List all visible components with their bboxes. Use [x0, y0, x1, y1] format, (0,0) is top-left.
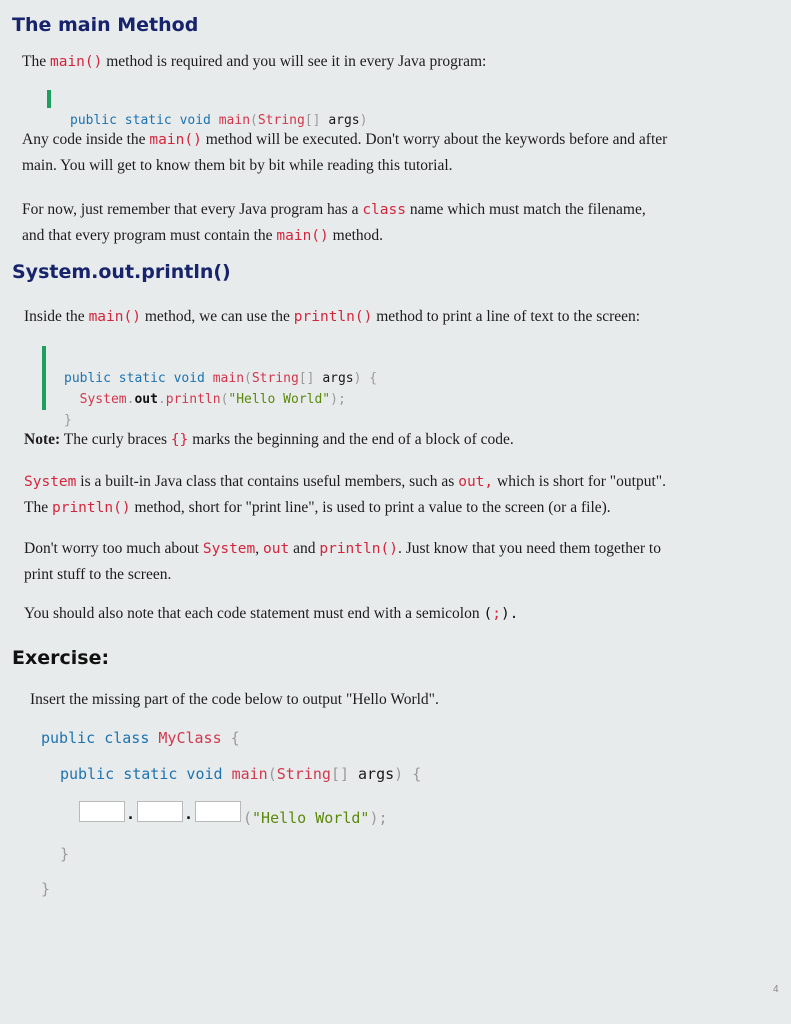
- code-accent-bar: [42, 346, 46, 410]
- answer-input-3[interactable]: [195, 801, 241, 822]
- code-dot: .: [126, 805, 136, 823]
- text: For now, just remember that every Java program has a: [22, 201, 363, 218]
- code-main-signature: [70, 89, 367, 131]
- inline-code: System: [202, 541, 256, 557]
- exercise-line-class: [41, 729, 240, 747]
- paragraph-class-filename: [22, 197, 646, 249]
- heading-main-method: The main Method: [12, 14, 199, 36]
- text: method.: [328, 227, 384, 244]
- paragraph-main-required: [22, 49, 486, 75]
- code-arg: args: [322, 371, 354, 386]
- text: and: [289, 540, 320, 557]
- text: name which must match the filename,: [405, 201, 646, 218]
- code-function: main: [212, 371, 245, 386]
- code-punct: (: [267, 765, 277, 783]
- code-accent-bar: [47, 90, 51, 108]
- exercise-instruction: Insert the missing part of the code below to output "Hello World".: [30, 691, 439, 708]
- code-class: MyClass: [158, 729, 222, 747]
- inline-code: main(): [149, 132, 202, 148]
- paragraph-println-intro: [24, 304, 640, 330]
- code-punct: .: [157, 392, 166, 407]
- code-type: String: [257, 113, 305, 128]
- paragraph-dont-worry: [24, 536, 661, 587]
- code-arg: args: [358, 765, 395, 783]
- paragraph-semicolon: [24, 601, 518, 627]
- code-hello-world: [64, 347, 377, 431]
- answer-input-1[interactable]: [79, 801, 125, 822]
- code-punct: .: [126, 392, 135, 407]
- exercise-close-brace-outer: }: [41, 880, 51, 898]
- text: method to print a line of text to the screen:: [372, 308, 641, 325]
- code-punct: (: [250, 113, 258, 128]
- text: The: [24, 499, 52, 516]
- inline-code: main(): [276, 228, 329, 244]
- text: The: [22, 53, 50, 70]
- code-function: println: [165, 392, 221, 407]
- text: . Just know that you need them together to: [397, 540, 661, 557]
- inline-code: {}: [170, 432, 189, 448]
- inline-code: println(): [319, 541, 398, 557]
- code-function: main: [218, 113, 251, 128]
- code-punct: (: [244, 371, 252, 386]
- code-type: String: [276, 765, 331, 783]
- text: Any code inside the: [22, 131, 150, 148]
- exercise-line-print-args: [243, 809, 388, 827]
- code-punct: }: [64, 413, 72, 428]
- code-punct: []: [304, 113, 329, 128]
- text: which is short for "output".: [493, 473, 666, 490]
- text: and that every program must contain the: [22, 227, 277, 244]
- text: print stuff to the screen.: [24, 566, 172, 583]
- code-function: main: [231, 765, 268, 783]
- heading-println: System.out.println(): [12, 261, 231, 283]
- text: method is required and you will see it in every Java program:: [102, 53, 487, 70]
- paragraph-note-braces: [24, 427, 514, 453]
- paragraph-code-executed: [22, 127, 667, 178]
- inline-code: class: [362, 202, 406, 218]
- code-string: "Hello World": [228, 392, 331, 407]
- code-type: String: [251, 371, 299, 386]
- exercise-line-main: [60, 765, 421, 783]
- text: method will be executed. Don't worry about the keywords before and after: [201, 131, 668, 148]
- answer-input-2[interactable]: [137, 801, 183, 822]
- code-punct: );: [330, 392, 346, 407]
- code-punct: (: [220, 392, 229, 407]
- code-punct: );: [369, 809, 388, 827]
- text: method, we can use the: [140, 308, 294, 325]
- paragraph-system-class: [24, 469, 666, 521]
- inline-code: println(): [293, 309, 373, 325]
- page-number: 4: [773, 984, 779, 995]
- code-dot: .: [184, 805, 194, 823]
- code-field: out: [134, 392, 158, 407]
- heading-exercise: Exercise:: [12, 647, 110, 669]
- inline-code: ).: [500, 606, 519, 622]
- text: You should also note that each code statement must end with a semicolon: [24, 605, 484, 622]
- text: is a built-in Java class that contains useful members, such as: [76, 473, 459, 490]
- text: marks the beginning and the end of a block of code.: [188, 431, 514, 448]
- text: main. You will get to know them bit by bit while reading this tutorial.: [22, 157, 453, 174]
- code-punct: (: [243, 809, 253, 827]
- inline-code: main(): [88, 309, 141, 325]
- code-keyword: public static void: [70, 113, 219, 128]
- inline-code: System: [24, 474, 77, 490]
- note-label: Note:: [24, 431, 61, 448]
- text: The curly braces: [60, 431, 171, 448]
- inline-code: ;: [492, 606, 501, 622]
- code-punct: ) {: [353, 371, 378, 386]
- inline-code: println(): [51, 500, 131, 516]
- code-punct: []: [330, 765, 359, 783]
- text: Inside the: [24, 308, 89, 325]
- code-punct: ) {: [394, 765, 422, 783]
- text: method, short for "print line", is used to print a value to the screen (or a file).: [130, 499, 611, 516]
- exercise-close-brace-inner: }: [60, 845, 70, 863]
- inline-code: out,: [458, 474, 494, 490]
- code-string: "Hello World": [252, 809, 370, 827]
- text: ,: [255, 540, 264, 557]
- code-punct: ): [359, 113, 368, 128]
- inline-code: (: [483, 606, 493, 622]
- code-arg: args: [328, 113, 360, 128]
- code-punct: []: [298, 371, 323, 386]
- code-punct: {: [221, 729, 240, 747]
- code-keyword: public static void: [64, 371, 213, 386]
- text: Don't worry too much about: [24, 540, 203, 557]
- code-class: System: [79, 392, 127, 407]
- inline-code: out: [263, 541, 290, 557]
- inline-code: main(): [49, 54, 103, 70]
- code-keyword: public class: [41, 729, 159, 747]
- code-keyword: public static void: [60, 765, 232, 783]
